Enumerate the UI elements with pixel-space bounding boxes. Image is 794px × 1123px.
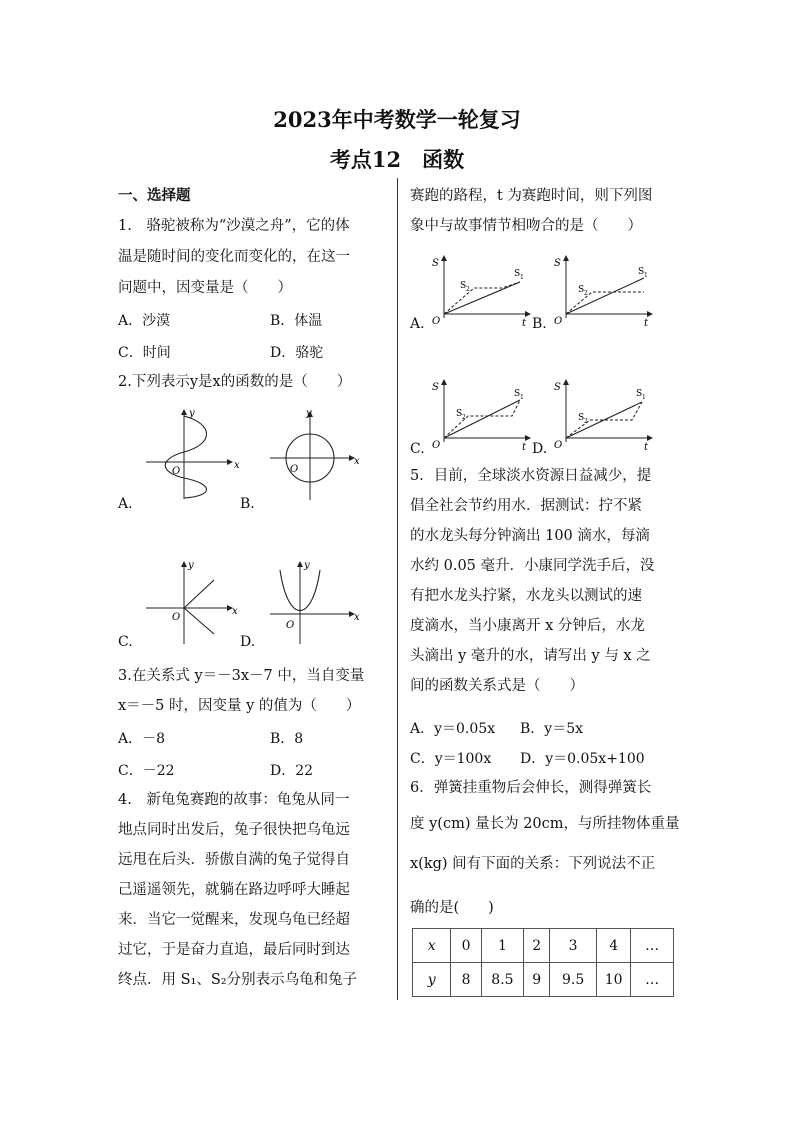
q6-line-1: 6．弹簧挂重物后会伸长，测得弹簧长 (410, 780, 652, 796)
q2-graph-d (266, 558, 366, 648)
page-title: 2023年中考数学一轮复习 (273, 107, 521, 132)
table-row (413, 929, 674, 963)
q1-option-a[interactable]: A．沙漠 (118, 313, 171, 329)
table-cell: 10 (597, 963, 631, 997)
q4-option-d-label[interactable]: D. (532, 441, 548, 457)
q2-option-c-label[interactable]: C. (118, 634, 133, 650)
q2-graph-c (144, 558, 244, 648)
axis-label-t: t (644, 442, 649, 453)
q1-option-b[interactable]: B．体温 (270, 313, 323, 329)
q3-option-d[interactable]: D．22 (270, 763, 314, 779)
label-s2-sub: 2 (584, 418, 588, 425)
table-cell: y (413, 963, 451, 997)
q4-graph-b (546, 252, 656, 332)
label-s2-sub: 2 (584, 290, 588, 297)
q4-line-1: 4. 新龟兔赛跑的故事：龟兔从同一 (118, 792, 350, 808)
origin-label: O (554, 316, 563, 327)
table-cell: x (413, 929, 451, 963)
axis-label-y: y (306, 408, 312, 419)
column-divider (397, 178, 398, 1000)
label-s1-sub: 1 (642, 394, 646, 401)
label-s1: S (514, 389, 521, 399)
table-row (413, 963, 674, 997)
q4-graph-a (424, 252, 534, 332)
q3-line-2: x＝－5 时，因变量 y 的值为（ ） (118, 698, 361, 714)
q4-option-a-label[interactable]: A. (410, 316, 425, 332)
q5-option-d[interactable]: D．y＝0.05x+100 (520, 751, 645, 767)
q5-line-8: 间的函数关系式是（ ） (410, 678, 584, 694)
q4-line-5: 来．当它一觉醒来，发现乌龟已经超 (118, 912, 350, 928)
q4-option-c-label[interactable]: C. (410, 441, 425, 457)
q2-graph-b (266, 404, 366, 504)
q2-option-b-label[interactable]: B. (240, 496, 255, 512)
label-s1-sub: 1 (520, 394, 524, 401)
label-s1: S (638, 267, 645, 277)
axis-label-x: x (232, 606, 238, 617)
q5-line-2: 倡全社会节约用水．据测试：拧不紧 (410, 498, 642, 514)
axis-label-s: S (432, 258, 439, 269)
q5-line-3: 的水龙头每分钟滴出 100 滴水，每滴 (410, 528, 650, 544)
table-cell: 2 (524, 929, 550, 963)
q4-cont-line-2: 象中与故事情节相吻合的是（ ） (410, 218, 642, 234)
table-cell: 0 (451, 929, 481, 963)
axis-label-s: S (554, 382, 561, 393)
label-s2: S (460, 281, 467, 291)
table-cell: 8 (451, 963, 481, 997)
origin-label: O (286, 620, 295, 631)
q5-line-5: 有把水龙头拧紧，水龙头以测试的速 (410, 588, 642, 604)
axis-label-t: t (522, 318, 527, 329)
axis-label-t: t (522, 442, 527, 453)
q3-line-1: 3.在关系式 y＝－3x－7 中，当自变量 (118, 668, 365, 684)
origin-label: O (432, 440, 441, 451)
section-heading: 一、选择题 (118, 187, 191, 204)
q6-value-table (412, 928, 674, 997)
q6-line-3: x(kg) 间有下面的关系：下列说法不正 (410, 856, 656, 872)
axis-label-x: x (354, 612, 360, 623)
table-cell: 9 (524, 963, 550, 997)
axis-label-s: S (554, 258, 561, 269)
origin-label: O (172, 612, 181, 623)
q1-line-1: 1. 骆驼被称为“沙漠之舟”，它的体 (118, 218, 350, 234)
label-s2: S (578, 285, 585, 295)
q2-graph-a (144, 404, 244, 504)
axis-label-y: y (188, 560, 194, 571)
q5-option-c[interactable]: C．y＝100x (410, 751, 492, 767)
origin-label: O (172, 466, 181, 477)
q5-line-1: 5．目前，全球淡水资源日益减少，提 (410, 468, 652, 484)
q6-line-4: 确的是( ) (410, 900, 494, 916)
q3-option-a[interactable]: A．－8 (118, 731, 166, 747)
q4-graph-c (424, 376, 534, 456)
q1-line-2: 温是随时间的变化而变化的，在这一 (118, 249, 350, 265)
table-cell: … (631, 963, 674, 997)
q4-line-3: 远甩在后头．骄傲自满的兔子觉得自 (118, 852, 350, 868)
q6-line-2: 度 y(cm) 量长为 20cm，与所挂物体重量 (410, 816, 680, 832)
label-s1: S (636, 389, 643, 399)
q5-option-b[interactable]: B．y＝5x (520, 721, 583, 737)
q5-option-a[interactable]: A．y＝0.05x (410, 721, 496, 737)
page-subtitle: 考点12 函数 (329, 147, 465, 172)
origin-label: O (432, 316, 441, 327)
q5-line-6: 度滴水，当小康离开 x 分钟后，水龙 (410, 618, 645, 634)
label-s1-sub: 1 (520, 274, 524, 281)
axis-label-y: y (189, 408, 195, 419)
label-s2-sub: 2 (466, 286, 470, 293)
table-cell: 4 (597, 929, 631, 963)
q1-option-c[interactable]: C．时间 (118, 345, 171, 361)
axis-label-x: x (354, 456, 360, 467)
table-cell: … (631, 929, 674, 963)
axis-label-s: S (432, 382, 439, 393)
q4-line-4: 己遥遥领先，就躺在路边呼呼大睡起 (118, 882, 350, 898)
label-s1-sub: 1 (644, 272, 648, 279)
q5-line-7: 头滴出 y 毫升的水，请写出 y 与 x 之 (410, 648, 651, 664)
q4-line-6: 过它，于是奋力直追，最后同时到达 (118, 942, 350, 958)
q4-option-b-label[interactable]: B. (532, 316, 547, 332)
q2-option-d-label[interactable]: D. (240, 634, 256, 650)
origin-label: O (290, 464, 299, 475)
origin-label: O (554, 440, 563, 451)
q4-line-7: 终点．用 S₁、S₂分别表示乌龟和兔子 (118, 972, 358, 988)
label-s2-sub: 2 (462, 414, 466, 421)
q2-option-a-label[interactable]: A. (118, 496, 133, 512)
table-cell: 9.5 (550, 963, 597, 997)
q3-option-b[interactable]: B．8 (270, 731, 304, 747)
q4-line-2: 地点同时出发后，兔子很快把乌龟远 (118, 822, 350, 838)
label-s2: S (578, 413, 585, 423)
label-s2: S (456, 409, 463, 419)
label-s1: S (514, 269, 521, 279)
q1-line-3: 问题中，因变量是（ ） (118, 280, 292, 296)
q4-graph-d (546, 376, 656, 456)
q2-stem: 2.下列表示y是x的函数的是（ ） (118, 374, 352, 390)
table-cell: 8.5 (481, 963, 524, 997)
q4-cont-line-1: 赛跑的路程，t 为赛跑时间，则下列图 (410, 188, 653, 204)
axis-label-x: x (234, 460, 240, 471)
table-cell: 1 (481, 929, 524, 963)
q3-option-c[interactable]: C．－22 (118, 763, 175, 779)
table-cell: 3 (550, 929, 597, 963)
axis-label-y: y (304, 560, 310, 571)
axis-label-t: t (644, 318, 649, 329)
q5-line-4: 水约 0.05 毫升．小康同学洗手后，没 (410, 558, 655, 574)
q1-option-d[interactable]: D．骆驼 (270, 345, 324, 361)
